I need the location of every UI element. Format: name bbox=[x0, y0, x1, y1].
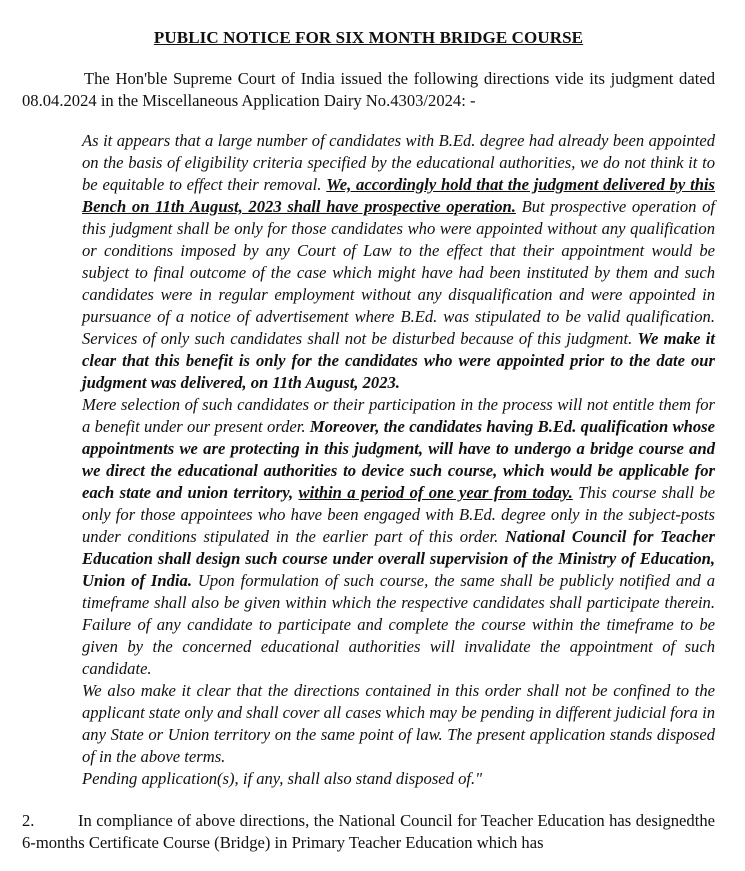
notice-title: PUBLIC NOTICE FOR SIX MONTH BRIDGE COURSE bbox=[153, 28, 584, 47]
paragraph-2 bbox=[22, 810, 715, 854]
quote-p2-text-d: This course shall be only for those appointees who have been engaged with B.Ed. degree only in the subject-posts under conditions stipulated in the earlier part of this order. bbox=[82, 483, 715, 546]
quote-p1-text-c: But prospective operation of this judgment shall be only for those candidates who were appointed without any qualification or conditions imposed by any Court of Law to the effect that their appointment would be subject to final outcome of the case which might have had been instituted by them and such candidates were in regular employment without any disqualification and were appointed in pursuance of a notice of advertisement where B.Ed. was stipulated to be valid qualification. Services of only such candidates shall not be disturbed because of this judgment. bbox=[82, 197, 715, 348]
quote-p2-text-a: Mere selection of such candidates or their participation in the process will not entitle them for a benefit under our present order. bbox=[82, 395, 715, 436]
quote-paragraph-4: Pending application(s), if any, shall also stand disposed of." bbox=[82, 769, 483, 788]
quote-p2-emphasis-period: within a period of one year from today. bbox=[298, 483, 573, 502]
quote-p1-text-a: As it appears that a large number of candidates with B.Ed. degree had already been appointed on the basis of eligibility criteria specified by the educational authorities, we do not think it to be equitable to effect their removal. bbox=[82, 131, 715, 194]
judgment-quote bbox=[82, 130, 715, 790]
quote-paragraph-3: We also make it clear that the directions contained in this order shall not be confined to the applicant state only and shall cover all cases which may be pending in different judicial fora in any State or Union territory on the same point of law. The present application stands disposed of in the above terms. bbox=[82, 681, 715, 766]
quote-p1-emphasis-benefit: We make it clear that this benefit is only for the candidates who were appointed prior to the date our judgment was delivered, on 11th August, 2023. bbox=[82, 329, 715, 392]
quote-p2-emphasis-ncte: National Council for Teacher Education shall design such course under overall supervision of the Ministry of Education, Union of India. bbox=[82, 527, 715, 590]
quote-p2-emphasis-bridge-course: Moreover, the candidates having B.Ed. qualification whose appointments we are protecting in this judgment, will have to undergo a bridge course and we direct the educational authorities to device such course, which would be applicable for each state and union territory, bbox=[82, 417, 715, 502]
intro-paragraph: The Hon'ble Supreme Court of India issued the following directions vide its judgment dated 08.04.2024 in the Miscellaneous Application Dairy No.4303/2024: - bbox=[22, 69, 715, 110]
quote-p1-emphasis-prospective: We, accordingly hold that the judgment delivered by this Bench on 11th August, 2023 shall have prospective operation. bbox=[82, 175, 715, 216]
quote-p2-text-f: Upon formulation of such course, the same shall be publicly notified and a timeframe shall also be given within which the respective candidates shall participate therein. Failure of any candidate to participate and complete the course within the timeframe to be given by the concerned educational authorities will invalidate the appointment of such candidate. bbox=[82, 571, 715, 678]
paragraph-2-text: In compliance of above directions, the National Council for Teacher Education has designedthe 6-months Certificate Course (Bridge) in Primary Teacher Education which has bbox=[22, 811, 715, 852]
quote-paragraph-1 bbox=[82, 130, 715, 394]
paragraph-2-number: 2. bbox=[22, 811, 35, 830]
quote-paragraph-2 bbox=[82, 394, 715, 680]
